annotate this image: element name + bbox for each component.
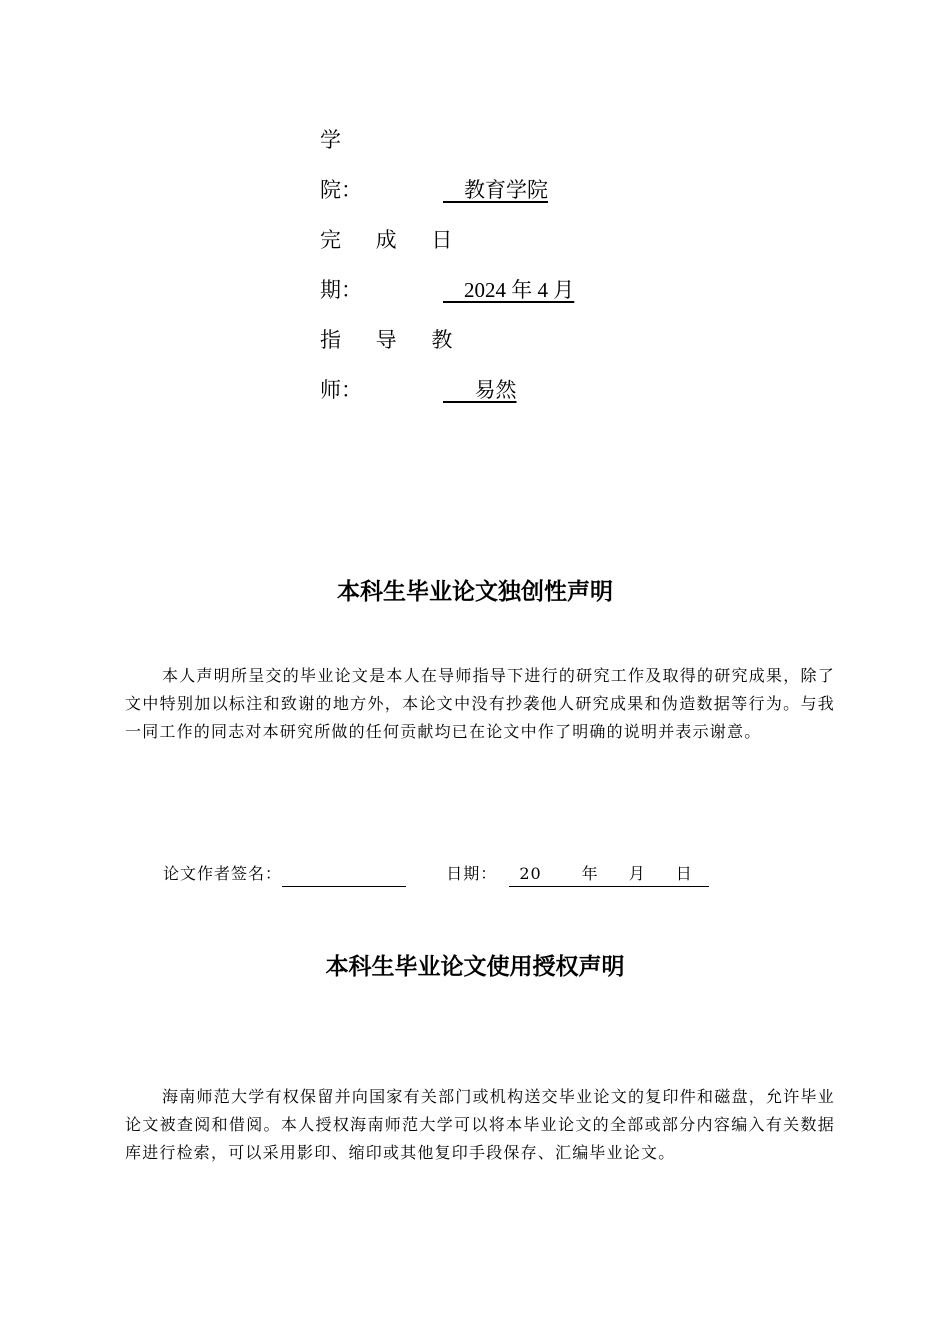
originality-body: 本人声明所呈交的毕业论文是本人在导师指导下进行的研究工作及取得的研究成果，除了文中特别加以标注和致谢的地方外，本论文中没有抄袭他人研究成果和伪造数据等行为。与我一同工作的同志对本研究所做的任何贡献均已在论文中作了明确的说明并表示谢意。 — [125, 666, 835, 741]
signature-blank[interactable] — [282, 864, 406, 887]
college-label-line2: 院： — [320, 178, 362, 202]
month-unit: 月 — [628, 864, 646, 883]
year-unit: 年 — [581, 864, 599, 883]
advisor-value — [443, 377, 517, 403]
college-label-line1: 学 — [320, 128, 341, 152]
college-value-text: 教育学院 — [464, 178, 548, 202]
date-label-line1: 完 成 日 — [320, 228, 467, 252]
authorization-body: 海南师范大学有权保留并向国家有关部门或机构送交毕业论文的复印件和磁盘，允许毕业论文被查阅和借阅。本人授权海南师范大学可以将本毕业论文的全部或部分内容编入有关数据库进行检索，可以采用影印、缩印或其他复印手段保存、汇编毕业论文。 — [125, 1087, 835, 1162]
advisor-label-line2: 师： — [320, 378, 362, 402]
completion-date-value — [443, 277, 574, 303]
completion-date-text: 2024 年 4 月 — [464, 278, 575, 302]
signature-label: 论文作者签名： — [163, 864, 283, 883]
signature-row — [163, 862, 709, 887]
date-label-line2: 期： — [320, 278, 362, 302]
sign-year-prefix: 20 — [519, 864, 542, 883]
sign-date-blank[interactable] — [509, 862, 709, 887]
sign-date-label: 日期： — [446, 864, 498, 883]
authorization-title: 本科生毕业论文使用授权声明 — [325, 954, 625, 980]
day-unit: 日 — [675, 864, 693, 883]
college-value — [443, 177, 548, 203]
originality-title: 本科生毕业论文独创性声明 — [337, 579, 613, 605]
advisor-label-line1: 指 导 教 — [320, 328, 467, 352]
advisor-value-text: 易然 — [474, 378, 517, 402]
